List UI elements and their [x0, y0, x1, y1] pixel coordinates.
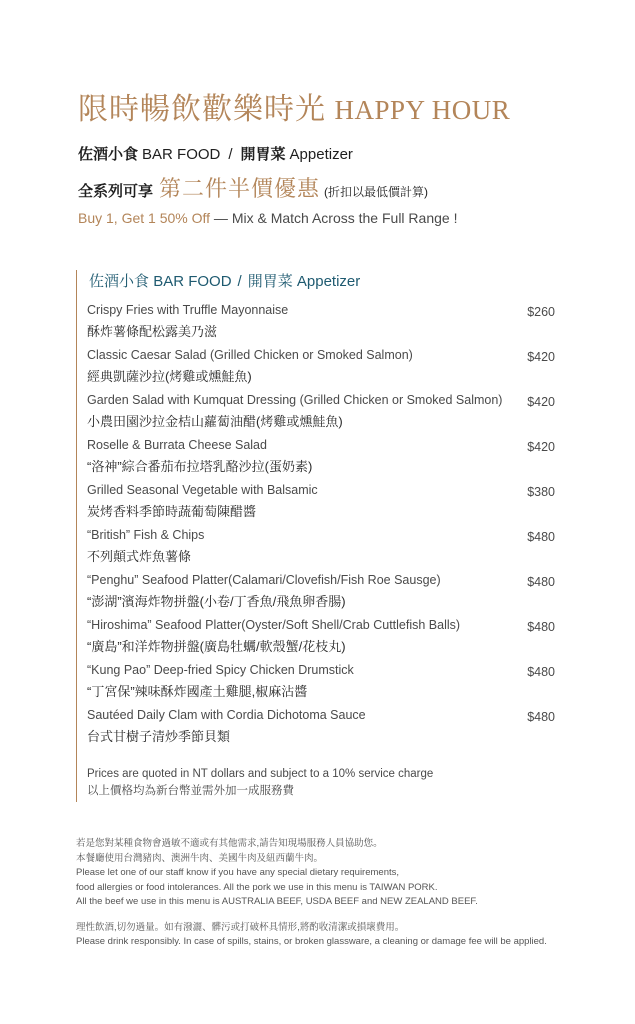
item-price: $480: [527, 620, 555, 634]
item-name-zh: 經典凱薩沙拉(烤雞或燻鮭魚): [87, 369, 252, 384]
footer-gap: [76, 910, 596, 921]
item-price: $420: [527, 440, 555, 454]
menu-item: [87, 708, 563, 753]
item-name-zh: “洛神”綜合番茄布拉塔乳酪沙拉(蛋奶素): [87, 459, 313, 474]
heading-separator: /: [228, 146, 233, 163]
item-price: $480: [527, 665, 555, 679]
menu-item: [87, 528, 563, 573]
item-name-en: Classic Caesar Salad (Grilled Chicken or Smoked Salmon): [87, 348, 413, 362]
category-heading: [78, 143, 353, 164]
menu-item: [87, 663, 563, 708]
title-chinese: 限時暢飲歡樂時光: [78, 92, 326, 127]
item-price: $380: [527, 485, 555, 499]
menu-section: [76, 270, 562, 802]
section-app-zh: 開胃菜: [247, 273, 293, 290]
item-price: $480: [527, 575, 555, 589]
menu-items: [87, 303, 563, 753]
item-name-en: Sautéed Daily Clam with Cordia Dichotoma Sauce: [87, 708, 366, 722]
item-price: $420: [527, 395, 555, 409]
item-price: $480: [527, 710, 555, 724]
item-name-zh: 酥炸薯條配松露美乃滋: [87, 324, 218, 339]
bogo-offer-rest: — Mix & Match Across the Full Range !: [210, 210, 458, 226]
item-name-zh: 炭烤香料季節時蔬葡萄陳醋醬: [87, 504, 257, 519]
menu-item: [87, 573, 563, 618]
menu-item: [87, 348, 563, 393]
item-name-en: “British” Fish & Chips: [87, 528, 205, 542]
footer-notes: [76, 837, 596, 950]
section-separator: /: [237, 273, 242, 290]
promo-note: (折扣以最低價計算): [324, 185, 429, 199]
footer-line: Please let one of our staff know if you have any special dietary requirements,: [76, 867, 400, 878]
item-name-zh: 台式甘樹子清炒季節貝類: [87, 729, 231, 744]
bar-food-zh: 佐酒小食: [78, 146, 139, 163]
menu-item: [87, 303, 563, 348]
item-price: $480: [527, 530, 555, 544]
menu-item: [87, 393, 563, 438]
section-app-en: Appetizer: [296, 273, 361, 290]
price-notice: [87, 766, 433, 800]
item-name-en: Garden Salad with Kumquat Dressing (Grilled Chicken or Smoked Salmon): [87, 393, 503, 407]
appetizer-zh: 開胃菜: [240, 146, 286, 163]
page-title: [78, 84, 598, 128]
item-name-en: Roselle & Burrata Cheese Salad: [87, 438, 267, 452]
section-bar-zh: 佐酒小食: [89, 273, 150, 290]
item-name-zh: 不列顛式炸魚薯條: [87, 549, 192, 564]
promo-lead: 全系列可享: [78, 183, 154, 200]
bogo-offer-main: Buy 1, Get 1 50% Off: [78, 210, 211, 226]
promo-highlight: 第二件半價優惠: [159, 176, 321, 201]
section-title: [89, 270, 360, 291]
price-notice-zh: 以上價格均為新台幣並需外加一成服務費: [87, 785, 294, 797]
promo-line: [78, 172, 428, 203]
bar-food-en: BAR FOOD: [142, 146, 221, 163]
footer-line: 理性飲酒,切勿過量。如有潑灑、髒污或打破杯具情形,將酌收清潔或損壞費用。: [76, 921, 405, 933]
title-english: HAPPY HOUR: [334, 95, 511, 125]
item-name-zh: “丁宮保”辣味酥炸國產土雞腿,椒麻沾醬: [87, 684, 308, 699]
item-name-zh: 小農田園沙拉金桔山蘿蔔油醋(烤雞或燻鮭魚): [87, 414, 343, 429]
menu-item: [87, 483, 563, 528]
bogo-offer: [78, 210, 457, 226]
item-name-en: “Kung Pao” Deep-fried Spicy Chicken Drumstick: [87, 663, 354, 677]
footer-line: Please drink responsibly. In case of spills, stains, or broken glassware, a cleaning or damage fee will be applied.: [76, 936, 547, 947]
item-name-en: Grilled Seasonal Vegetable with Balsamic: [87, 483, 318, 497]
appetizer-en: Appetizer: [289, 146, 353, 163]
price-notice-en: Prices are quoted in NT dollars and subject to a 10% service charge: [87, 768, 434, 780]
footer-line: 若是您對某種食物會過敏不適或有其他需求,請告知現場服務人員協助您。: [76, 838, 383, 849]
footer-line: 本餐廳使用台灣豬肉、澳洲牛肉、美國牛肉及紐西蘭牛肉。: [76, 852, 324, 864]
item-name-en: “Penghu” Seafood Platter(Calamari/Clovefish/Fish Roe Sausge): [87, 573, 441, 587]
item-name-en: Crispy Fries with Truffle Mayonnaise: [87, 303, 289, 317]
menu-item: [87, 618, 563, 663]
section-bar-en: BAR FOOD: [153, 273, 232, 290]
footer-line: All the beef we use in this menu is AUSTRALIA BEEF, USDA BEEF and NEW ZEALAND BEEF.: [76, 896, 478, 907]
footer-line: food allergies or food intolerances. All the pork we use in this menu is TAIWAN PORK.: [76, 881, 438, 893]
item-name-en: “Hiroshima” Seafood Platter(Oyster/Soft Shell/Crab Cuttlefish Balls): [87, 618, 461, 632]
item-price: $420: [527, 350, 555, 364]
item-price: $260: [527, 305, 555, 319]
menu-item: [87, 438, 563, 483]
item-name-zh: “廣島”和洋炸物拼盤(廣島牡蠣/軟殼蟹/花枝丸): [87, 639, 346, 654]
item-name-zh: “澎湖”濱海炸物拼盤(小卷/丁香魚/飛魚卵香腸): [87, 594, 346, 609]
